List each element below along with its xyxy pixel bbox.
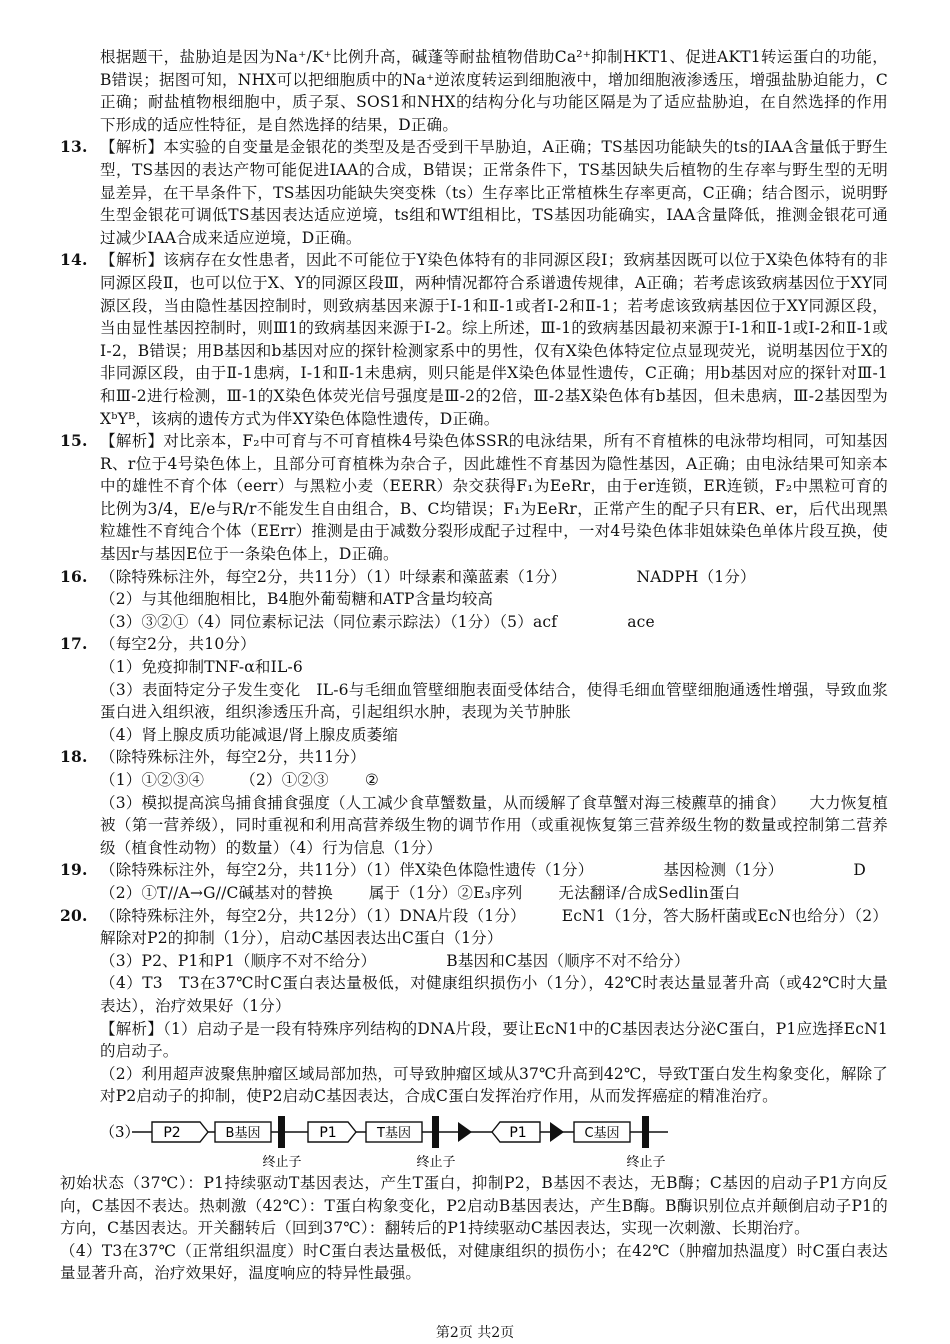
q20-explanation-1: 【解析】（1）启动子是一段有特殊序列结构的DNA片段，要让EcN1中的C基因表达分泌C蛋白，P1应选择EcN1的启动子。 bbox=[100, 1019, 888, 1061]
q20-explanation-2: （2）利用超声波聚焦肿瘤区域局部加热，可导致肿瘤区域从37℃升高到42℃，导致T蛋白发生构象变化，解除了对P2启动子的抑制，使P2启动C基因表达，合成C蛋白发挥治疗作用，从而发挥癌症的精准治疗。 bbox=[100, 1064, 888, 1106]
q17-answer-line2: （1）免疫抑制TNF-α和IL-6 bbox=[100, 658, 303, 677]
q13-number: 13. bbox=[60, 137, 88, 157]
terminator-2-label: 终止子 bbox=[416, 1154, 456, 1170]
q20-explanation-3: 初始状态（37℃）：P1持续驱动T基因表达，产生T蛋白，抑制P2，B基因不表达，无B酶；C基因的启动子P1方向反向，C基因不表达。热刺激（42℃）：T蛋白构象变化，P2启动B基因表达，产生B酶。B酶识别位点并颠倒启动子P1的方向，C基因表达。开关翻转后（回到37℃）：翻转后的P1持续驱动C基因表达，实现一次刺激、长期治疗。 bbox=[60, 1173, 888, 1238]
q17-answer: 17. （每空2分，共10分） bbox=[60, 633, 888, 656]
q14-number: 14. bbox=[60, 250, 88, 270]
q18-answer: 18. （除特殊标注外，每空2分，共11分） bbox=[60, 746, 888, 769]
q14-explanation: 14. 【解析】该病存在女性患者，因此不可能位于Y染色体特有的非同源区段Ⅰ；致病基因既可以位于X染色体特有的非同源区段Ⅱ，也可以位于X、Y的同源区段Ⅲ，两种情况都符合系谱遗传规律，A正确；若考虑该致病基因位于XY同源区段，当由隐性基因控制时，则致病基因来源于Ⅰ-1和Ⅱ-1或者Ⅰ-2和Ⅱ-1；若考虑该致病基因位于XY同源区段，当由显性基因控制时，则Ⅲ1的致病基因来源于Ⅰ-2。综上所述，Ⅲ-1的致病基因最初来源于Ⅰ-1和Ⅱ-1或Ⅰ-2和Ⅱ-1或Ⅰ-2，B错误；用B基因和b基因对应的探针检测家系中的男性，仅有X染色体特定位点显现荧光，说明基因位于X的非同源区段，由于Ⅱ-1患病，Ⅰ-1和Ⅱ-1未患病，则只能是伴X染色体显性遗传，C正确；用b基因对应的探针对Ⅲ-1和Ⅲ-2进行检测，Ⅲ-1的X染色体荧光信号强度是Ⅲ-2的2倍，Ⅲ-2基X染色体有b基因，但未患病，Ⅲ-2基因型为XᵇYᴮ，该病的遗传方式为伴XY染色体隐性遗传，D正确。 bbox=[60, 250, 888, 428]
q18-number: 18. bbox=[60, 747, 88, 767]
q17-number: 17. bbox=[60, 634, 88, 654]
q19-answer: 19. （除特殊标注外，每空2分，共11分）（1）伴X染色体隐性遗传（1分） 基因检测（1分） D bbox=[60, 859, 888, 882]
gene-circuit-diagram bbox=[60, 1110, 888, 1170]
q16-answer: 16. （除特殊标注外，每空2分，共11分）（1）叶绿素和藻蓝素（1分） NADPH（1分） bbox=[60, 566, 888, 589]
q20-explanation-4: （4）T3在37℃（正常组织温度）时C蛋白表达量极低，对健康组织的损伤小；在42℃（肿瘤加热温度）时C蛋白表达量显著升高，治疗效果好，温度响应的特异性最强。 bbox=[60, 1241, 888, 1283]
q16-number: 16. bbox=[60, 566, 88, 586]
b-gene-label: B基因 bbox=[225, 1125, 261, 1141]
q20-number: 20. bbox=[60, 905, 88, 925]
promoter-p2-label: P2 bbox=[163, 1124, 181, 1141]
q18-answer-line2: （1）①②③④ （2）①②③ ② bbox=[100, 771, 379, 789]
terminator-1 bbox=[278, 1116, 285, 1148]
recognition-site-2 bbox=[550, 1122, 564, 1142]
page-footer: 第2页 共2页 bbox=[435, 1325, 515, 1341]
q17-answer-line4: （4）肾上腺皮质功能减退/肾上腺皮质萎缩 bbox=[100, 725, 399, 744]
c-gene-label: C基因 bbox=[584, 1125, 620, 1141]
q15-number: 15. bbox=[60, 431, 88, 451]
promoter-p1-forward-label: P1 bbox=[319, 1124, 337, 1141]
q16-answer-line3: （3）③②①（4）同位素标记法（同位素示踪法）（1分）（5）acf ace bbox=[100, 612, 655, 631]
terminator-3-label: 终止子 bbox=[626, 1154, 666, 1170]
answer-page bbox=[60, 46, 888, 1285]
terminator-3 bbox=[642, 1116, 649, 1148]
q19-answer-line2: （2）①T//A→G//C碱基对的替换 属于（1分）②E₃序列 无法翻译/合成Sedlin蛋白 bbox=[100, 883, 741, 902]
promoter-p1-reversed-label: P1 bbox=[509, 1124, 527, 1141]
diagram-label: （3） bbox=[100, 1122, 140, 1141]
q20-answer-line3: （4）T3 T3在37℃时C蛋白表达量极低，对健康组织损伤小（1分），42℃时表达量显著升高（或42℃时大量表达），治疗效果好（1分） bbox=[100, 974, 888, 1015]
terminator-2 bbox=[432, 1116, 439, 1148]
q13-explanation: 13. 【解析】本实验的自变量是金银花的类型及是否受到干旱胁迫，A正确；TS基因功能缺失的ts的IAA含量低于野生型，TS基因的表达产物可能促进IAA的合成，B错误；正常条件下，TS基因缺失后植物的生存率与野生型的无明显差异，在干旱条件下，TS基因功能缺失突变株（ts）生存率比正常植株生存率更高，C正确；结合图示，说明野生型金银花可调低TS基因表达适应逆境，ts组和WT组相比，TS基因功能确实，IAA含量降低，推测金银花可通过减少IAA合成来适应逆境，D正确。 bbox=[60, 137, 888, 247]
gene-circuit-svg bbox=[60, 1110, 888, 1170]
t-gene-label: T基因 bbox=[377, 1125, 411, 1141]
terminator-1-label: 终止子 bbox=[262, 1154, 302, 1170]
q16-answer-line2: （2）与其他细胞相比，B4胞外葡萄糖和ATP含量均较高 bbox=[100, 590, 494, 609]
q17-answer-line3: （3）表面特定分子发生变化 IL-6与毛细血管壁细胞表面受体结合，使得毛细血管壁细胞通透性增强，导致血浆蛋白进入组织液，组织渗透压升高，引起组织水肿，表现为关节肿胀 bbox=[100, 680, 888, 722]
q15-explanation: 15. 【解析】对比亲本，F₂中可育与不可育植株4号染色体SSR的电泳结果，所有不育植株的电泳带均相同，可知基因R、r位于4号染色体上，且部分可育植株为杂合子，因此雄性不育基因为隐性基因，A正确；由电泳结果可知亲本中的雄性不育个体（eerr）与黑粒小麦（EERR）杂交获得F₁为EeRr，由于er连锁，ER连锁，F₂中黑粒可育的比例为3/4，E/e与R/r不能发生自由组合，B、C均错误；F₁为EeRr，正常产生的配子只有ER、er，后代出现黑粒雄性不育纯合个体（EErr）推测是由于减数分裂形成配子过程中，一对4号染色体非姐妹染色单体片段互换，使基因r与基因E位于一条染色体上，D正确。 bbox=[60, 431, 888, 564]
q12-continuation: 根据题干，盐胁迫是因为Na⁺/K⁺比例升高，碱蓬等耐盐植物借助Ca²⁺抑制HKT1、促进AKT1转运蛋白的功能，B错误；据图可知，NHX可以把细胞质中的Na⁺逆浓度转运到细胞液中，增加细胞液渗透压，增强盐胁迫能力，C正确；耐盐植物根细胞中，质子泵、SOS1和NHX的结构分化与功能区隔是为了适应盐胁迫，在自然选择的作用下形成的适应性特征，是自然选择的结果，D正确。 bbox=[100, 48, 888, 134]
q18-answer-line3: （3）模拟提高滨鸟捕食捕食强度（人工减少食草蟹数量，从而缓解了食草蟹对海三棱藨草的捕食） 大力恢复植被（第一营养级），同时重视和利用高营养级生物的调节作用（或重视恢复第三营养级生物的数量或控制第二营养级（植食性动物）的数量）（4）行为信息（1分） bbox=[100, 793, 888, 857]
q20-answer: 20. （除特殊标注外，每空2分，共12分）（1）DNA片段（1分） EcN1（1分，答大肠杆菌或EcN也给分）（2）解除对P2的抑制（1分），启动C基因表达出C蛋白（1分） bbox=[60, 905, 889, 948]
recognition-site-1 bbox=[458, 1122, 472, 1142]
q20-answer-line2: （3）P2、P1和P1（顺序不对不给分） B基因和C基因（顺序不对不给分） bbox=[100, 951, 690, 970]
q19-number: 19. bbox=[60, 860, 88, 880]
